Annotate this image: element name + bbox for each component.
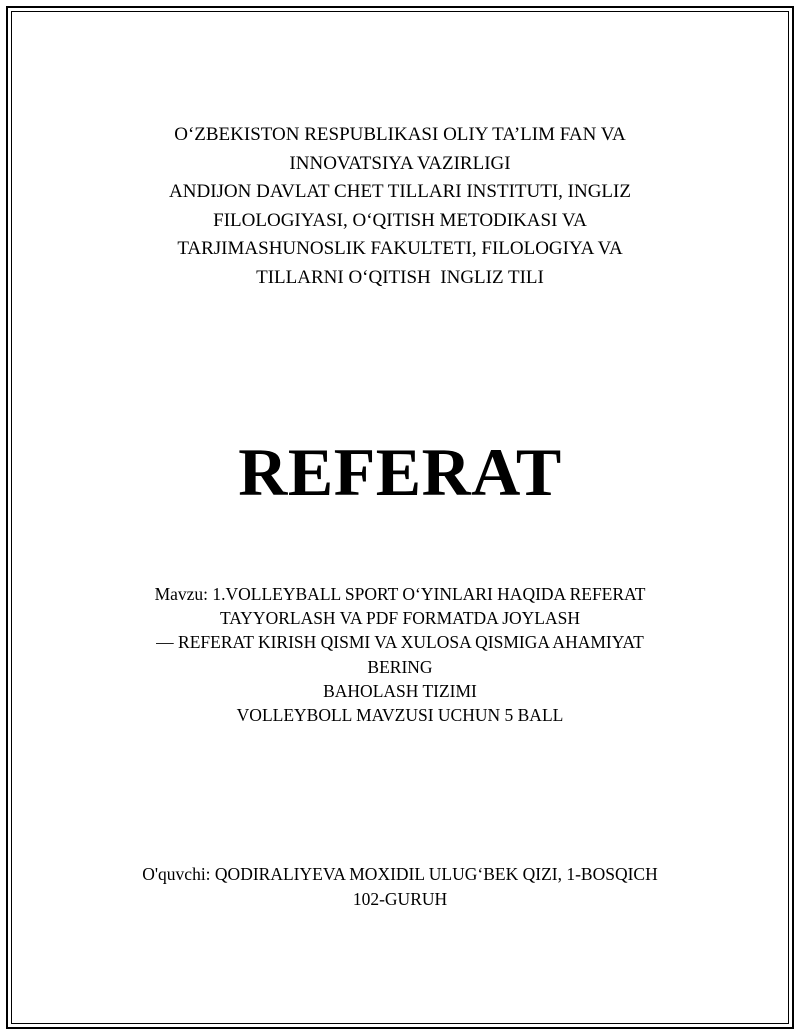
header-line: TARJIMASHUNOSLIK FAKULTETI, FILOLOGIYA VA xyxy=(177,238,623,259)
header-line: FILOLOGIYASI, O‘QITISH METODIKASI VA xyxy=(213,209,587,231)
header-line: INNOVATSIYA VAZIRLIGI xyxy=(289,152,511,174)
student-info xyxy=(0,862,800,911)
document-title: REFERAT xyxy=(238,434,562,510)
header-line: TILLARNI O‘QITISH INGLIZ TILI xyxy=(256,266,544,288)
topic-block xyxy=(0,582,800,727)
topic-line: TAYYORLASH VA PDF FORMATDA JOYLASH xyxy=(219,608,581,629)
student-line: O'quvchi: QODIRALIYEVA MOXIDIL ULUG‘BEK QIZI, 1-BOSQICH xyxy=(142,864,658,884)
student-line: 102-GURUH xyxy=(352,888,448,909)
header-line: ANDIJON DAVLAT CHET TILLARI INSTITUTI, INGLIZ xyxy=(169,181,631,202)
topic-line: Mavzu: 1.VOLLEYBALL SPORT O‘YINLARI HAQIDA REFERAT xyxy=(154,584,646,604)
topic-line: — REFERAT KIRISH QISMI VA XULOSA QISMIGA AHAMIYAT xyxy=(156,632,644,653)
topic-line: BAHOLASH TIZIMI xyxy=(323,680,477,701)
institution-header xyxy=(0,121,800,292)
topic-line: BERING xyxy=(367,656,433,677)
header-line: O‘ZBEKISTON RESPUBLIKASI OLIY TA’LIM FAN VA xyxy=(174,124,626,145)
topic-line: VOLLEYBOLL MAVZUSI UCHUN 5 BALL xyxy=(236,705,564,726)
